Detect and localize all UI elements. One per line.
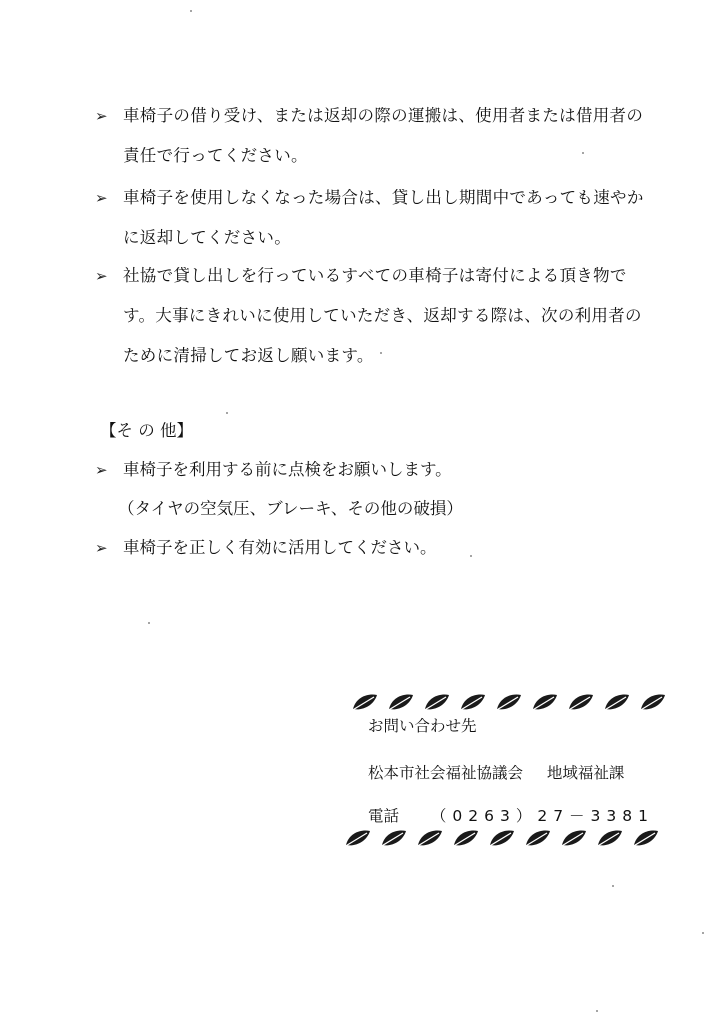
leaf-border-top <box>350 692 674 712</box>
phone-label: 電話 <box>368 807 400 825</box>
leaf-icon <box>595 828 631 848</box>
other-item-text: 車椅子を利用する前に点検をお願いします。 <box>123 460 452 479</box>
rule-text <box>123 256 668 376</box>
rule-item <box>95 256 670 376</box>
leaf-icon <box>494 692 530 712</box>
rule-item <box>95 96 670 176</box>
leaf-icon <box>602 692 638 712</box>
leaf-icon <box>350 692 386 712</box>
bullet-arrow-icon: ➢ <box>95 461 108 479</box>
contact-organization: 松本市社会福祉協議会 <box>368 764 524 782</box>
scan-speck <box>702 932 704 934</box>
other-item-note: （タイヤの空気圧、ブレーキ、その他の破損） <box>118 499 463 518</box>
rule-text <box>123 178 668 258</box>
scan-speck <box>612 885 614 887</box>
rule-line: 車椅子の借り受け、または返却の際の運搬は、使用者または借用者の <box>123 106 644 125</box>
other-item-text: 車椅子を正しく有効に活用してください。 <box>123 538 437 557</box>
contact-department: 地域福祉課 <box>546 764 625 782</box>
rule-line: 責任で行ってください。 <box>123 146 308 165</box>
leaf-icon <box>559 828 595 848</box>
leaf-icon <box>530 692 566 712</box>
bullet-arrow-icon: ➢ <box>95 107 108 125</box>
leaf-icon <box>386 692 422 712</box>
bullet-arrow-icon: ➢ <box>95 267 108 285</box>
contact-organization-line <box>368 760 624 786</box>
leaf-icon <box>343 828 379 848</box>
leaf-icon <box>638 692 674 712</box>
section-heading-other: 【そ の 他】 <box>100 421 193 440</box>
rule-line: に返却してください。 <box>123 228 291 247</box>
scan-speck <box>596 1010 598 1012</box>
leaf-icon <box>458 692 494 712</box>
leaf-border-bottom <box>343 828 667 848</box>
contact-label: お問い合わせ先 <box>368 717 477 735</box>
rule-line: す。大事にきれいに使用していただき、返却する際は、次の利用者の <box>123 306 642 325</box>
scan-speck <box>148 622 150 624</box>
leaf-icon <box>566 692 602 712</box>
bullet-arrow-icon: ➢ <box>95 539 108 557</box>
leaf-icon <box>415 828 451 848</box>
scan-speck <box>470 555 472 557</box>
bullet-arrow-icon: ➢ <box>95 189 108 207</box>
contact-phone-line <box>368 803 654 829</box>
scan-speck <box>582 152 584 154</box>
leaf-icon <box>523 828 559 848</box>
leaf-icon <box>451 828 487 848</box>
scan-speck <box>226 412 228 414</box>
leaf-icon <box>487 828 523 848</box>
phone-number: （0263）27－3381 <box>430 807 655 825</box>
rule-line: 社協で貸し出しを行っているすべての車椅子は寄付による頂き物で <box>123 266 627 285</box>
rule-item <box>95 178 670 258</box>
scan-speck <box>380 352 382 354</box>
leaf-icon <box>422 692 458 712</box>
leaf-icon <box>631 828 667 848</box>
rule-line: ために清掃してお返し願います。 <box>123 346 374 365</box>
rule-text <box>123 96 668 176</box>
scan-speck <box>190 10 192 12</box>
rule-line: 車椅子を使用しなくなった場合は、貸し出し期間中であっても速やか <box>123 188 644 207</box>
leaf-icon <box>379 828 415 848</box>
